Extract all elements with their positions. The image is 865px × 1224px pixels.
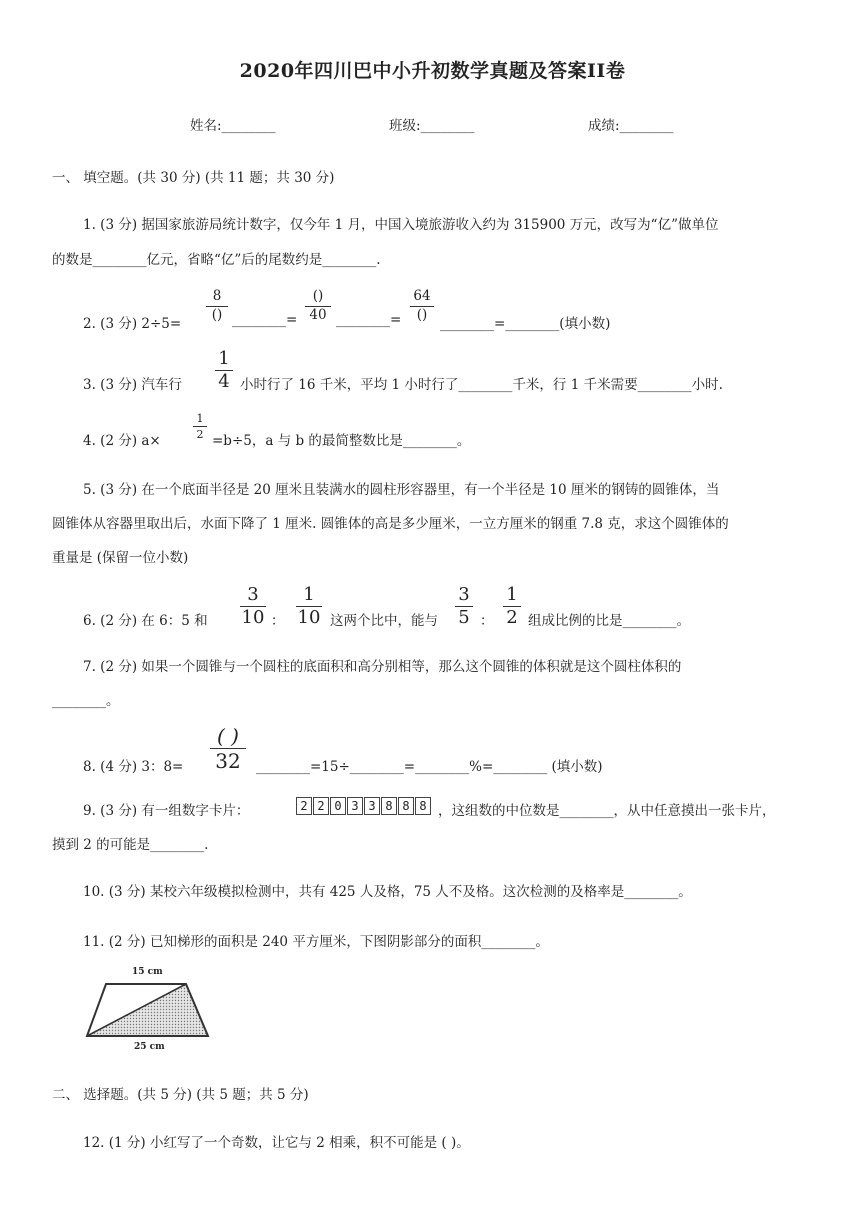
question-6-middle: 这两个比中，能与: [330, 613, 438, 629]
fraction-denominator: (): [416, 306, 428, 323]
fraction-denominator: 32: [215, 749, 241, 773]
number-card: 8: [398, 797, 414, 815]
question-1-line-2: 的数是________亿元，省略“亿”后的尾数约是________.: [52, 252, 381, 268]
question-1-line-1: 1. (3 分) 据国家旅游局统计数字，仅今年 1 月，中国入境旅游收入约为 315900 万元，改写为“亿”做单位: [83, 217, 719, 233]
question-3-fraction: [215, 350, 233, 391]
question-6-colon-2: ：: [480, 613, 494, 629]
number-card: 0: [330, 797, 346, 815]
question-6-fraction-1: [240, 586, 266, 627]
number-card: 2: [313, 797, 329, 815]
fraction-numerator: 64: [413, 288, 431, 304]
bottom-base-label: 25 cm: [134, 1042, 165, 1052]
question-8-fraction: [210, 726, 246, 771]
fraction-denominator: 2: [196, 428, 204, 441]
fraction-denominator: 4: [218, 371, 230, 392]
question-7-line-1: 7. (2 分) 如果一个圆锥与一个圆柱的底面积和高分别相等，那么这个圆锥的体积就是这个圆柱体积的: [83, 659, 682, 675]
fraction-numerator: 1: [506, 584, 518, 605]
question-12: 12. (1 分) 小红写了一个奇数，让它与 2 相乘，积不可能是 ( )。: [83, 1135, 470, 1151]
question-9-suffix: ，这组数的中位数是________，从中任意摸出一张卡片，: [438, 803, 776, 819]
fraction-numerator: 1: [303, 584, 315, 605]
question-4-suffix: =b÷5，a 与 b 的最简整数比是________。: [212, 433, 471, 449]
question-8-suffix: ________=15÷________=________%=________ (填小数): [256, 759, 603, 775]
question-2-segment-3: ________=________(填小数): [440, 316, 611, 332]
question-2-prefix: 2. (3 分) 2÷5=: [83, 316, 182, 332]
question-2-fraction-3: [410, 290, 434, 322]
fraction-numerator: (): [312, 288, 324, 304]
name-field: 姓名:________: [190, 118, 276, 134]
question-4-fraction: [193, 413, 207, 440]
fraction-denominator: 10: [297, 607, 321, 628]
question-9-line-2: 摸到 2 的可能是________.: [52, 837, 209, 853]
fraction-numerator: 1: [196, 412, 204, 425]
page-title: 2020年四川巴中小升初数学真题及答案II卷: [239, 60, 626, 82]
question-2-fraction-1: [206, 290, 228, 322]
fraction-denominator: 10: [241, 607, 265, 628]
section-heading-fill-in: 一、 填空题。(共 30 分) (共 11 题；共 30 分): [52, 170, 335, 186]
fraction-denominator: 2: [506, 607, 518, 628]
fraction-denominator: 40: [309, 306, 327, 323]
question-11: 11. (2 分) 已知梯形的面积是 240 平方厘米，下图阴影部分的面积________。: [83, 934, 549, 950]
question-5-line-1: 5. (3 分) 在一个底面半径是 20 厘米且装满水的圆柱形容器里，有一个半径是 10 厘米的钢铸的圆锥体，当: [83, 482, 720, 498]
question-2-segment-2: ________=: [336, 312, 402, 328]
fraction-numerator: 8: [212, 288, 222, 304]
question-5-line-2: 圆锥体从容器里取出后，水面下降了 1 厘米. 圆锥体的高是多少厘米，一立方厘米的钢重 7.8 克，求这个圆锥体的: [52, 516, 729, 532]
question-6-prefix: 6. (2 分) 在 6：5 和: [83, 613, 208, 629]
fraction-numerator: 3: [458, 584, 470, 605]
question-4-prefix: 4. (2 分) a×: [83, 433, 161, 449]
number-card: 2: [296, 797, 312, 815]
number-card: 3: [347, 797, 363, 815]
top-base-label: 15 cm: [132, 967, 163, 977]
question-3-suffix: 小时行了 16 千米，平均 1 小时行了________千米，行 1 千米需要________小时.: [240, 377, 723, 393]
fraction-numerator: 3: [247, 584, 259, 605]
question-6-fraction-2: [296, 586, 322, 627]
fraction-numerator: 1: [218, 348, 230, 369]
section-heading-choice: 二、 选择题。(共 5 分) (共 5 题；共 5 分): [52, 1087, 309, 1103]
question-8-prefix: 8. (4 分) 3：8=: [83, 759, 184, 775]
question-6-fraction-3: [455, 586, 473, 627]
question-5-line-3: 重量是 (保留一位小数): [52, 550, 189, 566]
question-6-suffix: 组成比例的比是________。: [528, 613, 690, 629]
number-cards: [296, 797, 431, 815]
question-6-fraction-4: [503, 586, 521, 627]
question-7-line-2: ________。: [52, 693, 120, 709]
trapezoid-figure: [78, 966, 228, 1058]
fraction-numerator: ( ): [217, 724, 239, 748]
question-9-prefix: 9. (3 分) 有一组数字卡片：: [83, 803, 250, 819]
number-card: 3: [364, 797, 380, 815]
question-10: 10. (3 分) 某校六年级模拟检测中，共有 425 人及格，75 人不及格。这次检测的及格率是________。: [83, 884, 692, 900]
score-field: 成绩:________: [588, 118, 674, 134]
question-6-colon-1: ：: [271, 613, 285, 629]
question-2-fraction-2: [305, 290, 331, 322]
number-card: 8: [415, 797, 431, 815]
class-field: 班级:________: [389, 118, 475, 134]
fraction-denominator: (): [211, 306, 223, 323]
fraction-denominator: 5: [458, 607, 470, 628]
number-card: 8: [381, 797, 397, 815]
question-2-segment-1: ________=: [232, 312, 298, 328]
question-3-prefix: 3. (3 分) 汽车行: [83, 377, 182, 393]
